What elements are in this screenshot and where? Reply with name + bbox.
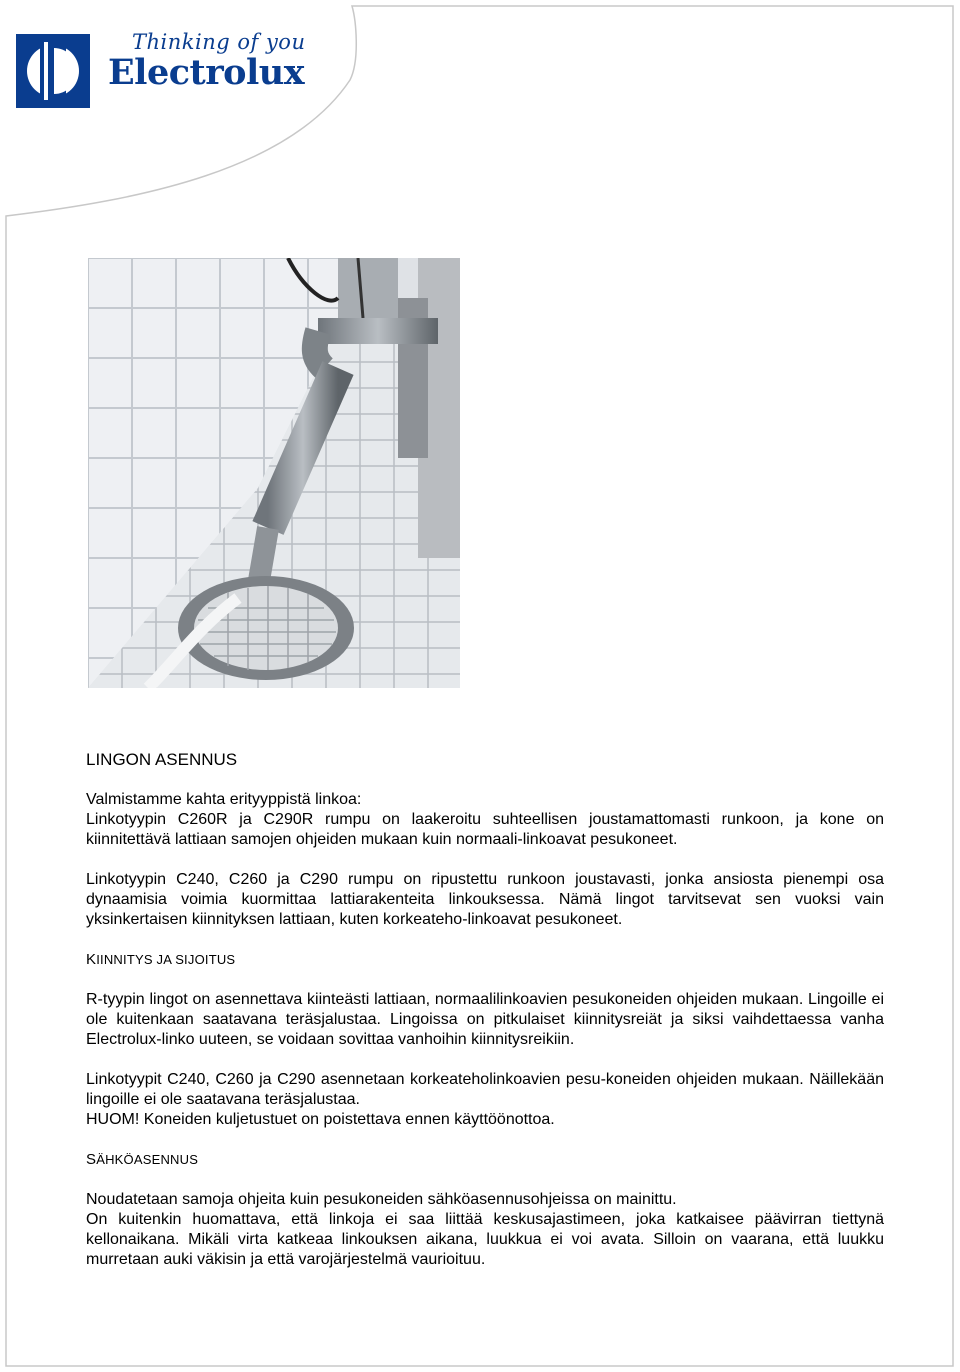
electrolux-logo-icon — [16, 34, 90, 108]
heading-mounting-rest: IINNITYS JA SIJOITUS — [96, 952, 236, 967]
paragraph-electrical-warning: On kuitenkin huomattava, että linkoja ei saa liittää keskusajastimeen, joka katkaisee päävirran tiettynä kellonaikana. Mikäli virta katkeaa linkouksen aikana, luukkua ei voi avata. Silloin on vaarana, että luukku murretaan auki väkisin ja että varojärjestelmä vaurioituu. — [86, 1211, 884, 1268]
brand-name: Electrolux — [108, 52, 305, 93]
paragraph-flexible-type: Linkotyypin C240, C260 ja C290 rumpu on ripustettu runkoon joustavasti, jonka ansiosta pienempi osa dynaamisia voimia kuormittaa lattiarakenteita linkouksessa. Nämä lingot tarvitsevat sen vuoksi vain yksinkertaisen kiinnityksen lattiaan, kuten korkeateho-linkoavat pesukoneet. — [86, 871, 884, 928]
paragraph-r-mounting: R-tyypin lingot on asennettava kiinteästi lattiaan, normaalilinkoavien pesukoneiden ohjeiden mukaan. Lingoille ei ole kuitenkaan saatavana teräsjalustaa. Lingoissa on pitkulaiset kiinnitysreiät ja siksi vaihdettaessa vanha Electrolux-linko uuteen, se voidaan sovittaa vanhoihin kiinnitysreikiin. — [86, 991, 884, 1048]
paragraph-c-mounting: Linkotyypit C240, C260 ja C290 asennetaan korkeateholinkoavien pesu-koneiden ohjeiden mukaan. Näillekään lingoille ei ole saatavana teräsjalustaa. — [86, 1071, 884, 1108]
heading-electrical-rest: ÄHKÖASENNUS — [96, 1152, 199, 1167]
paragraph-electrical-intro: Noudatetaan samoja ohjeita kuin pesukoneiden sähköasennusohjeissa on mainittu. — [86, 1191, 677, 1208]
heading-electrical — [86, 1150, 884, 1170]
heading-mounting — [86, 950, 884, 970]
paragraph-r-type: Linkotyypin C260R ja C290R rumpu on laakeroitu suhteellisen joustamattomasti runkoon, ja kone on kiinnitettävä lattiaan samojen ohjeiden mukaan kuin normaali-linkoavat pesukoneet. — [86, 811, 884, 848]
note-transport-supports: HUOM! Koneiden kuljetustuet on poistettava ennen käyttöönottoa. — [86, 1111, 555, 1128]
heading-mounting-initial: K — [86, 951, 97, 968]
pipe-installation-photo — [88, 258, 460, 688]
brand-tagline: Thinking of you — [132, 30, 306, 54]
document-body — [86, 750, 884, 1270]
intro-line: Valmistamme kahta erityyppistä linkoa: — [86, 791, 362, 808]
document-title: LINGON ASENNUS — [86, 750, 238, 769]
heading-electrical-initial: S — [86, 1151, 97, 1168]
